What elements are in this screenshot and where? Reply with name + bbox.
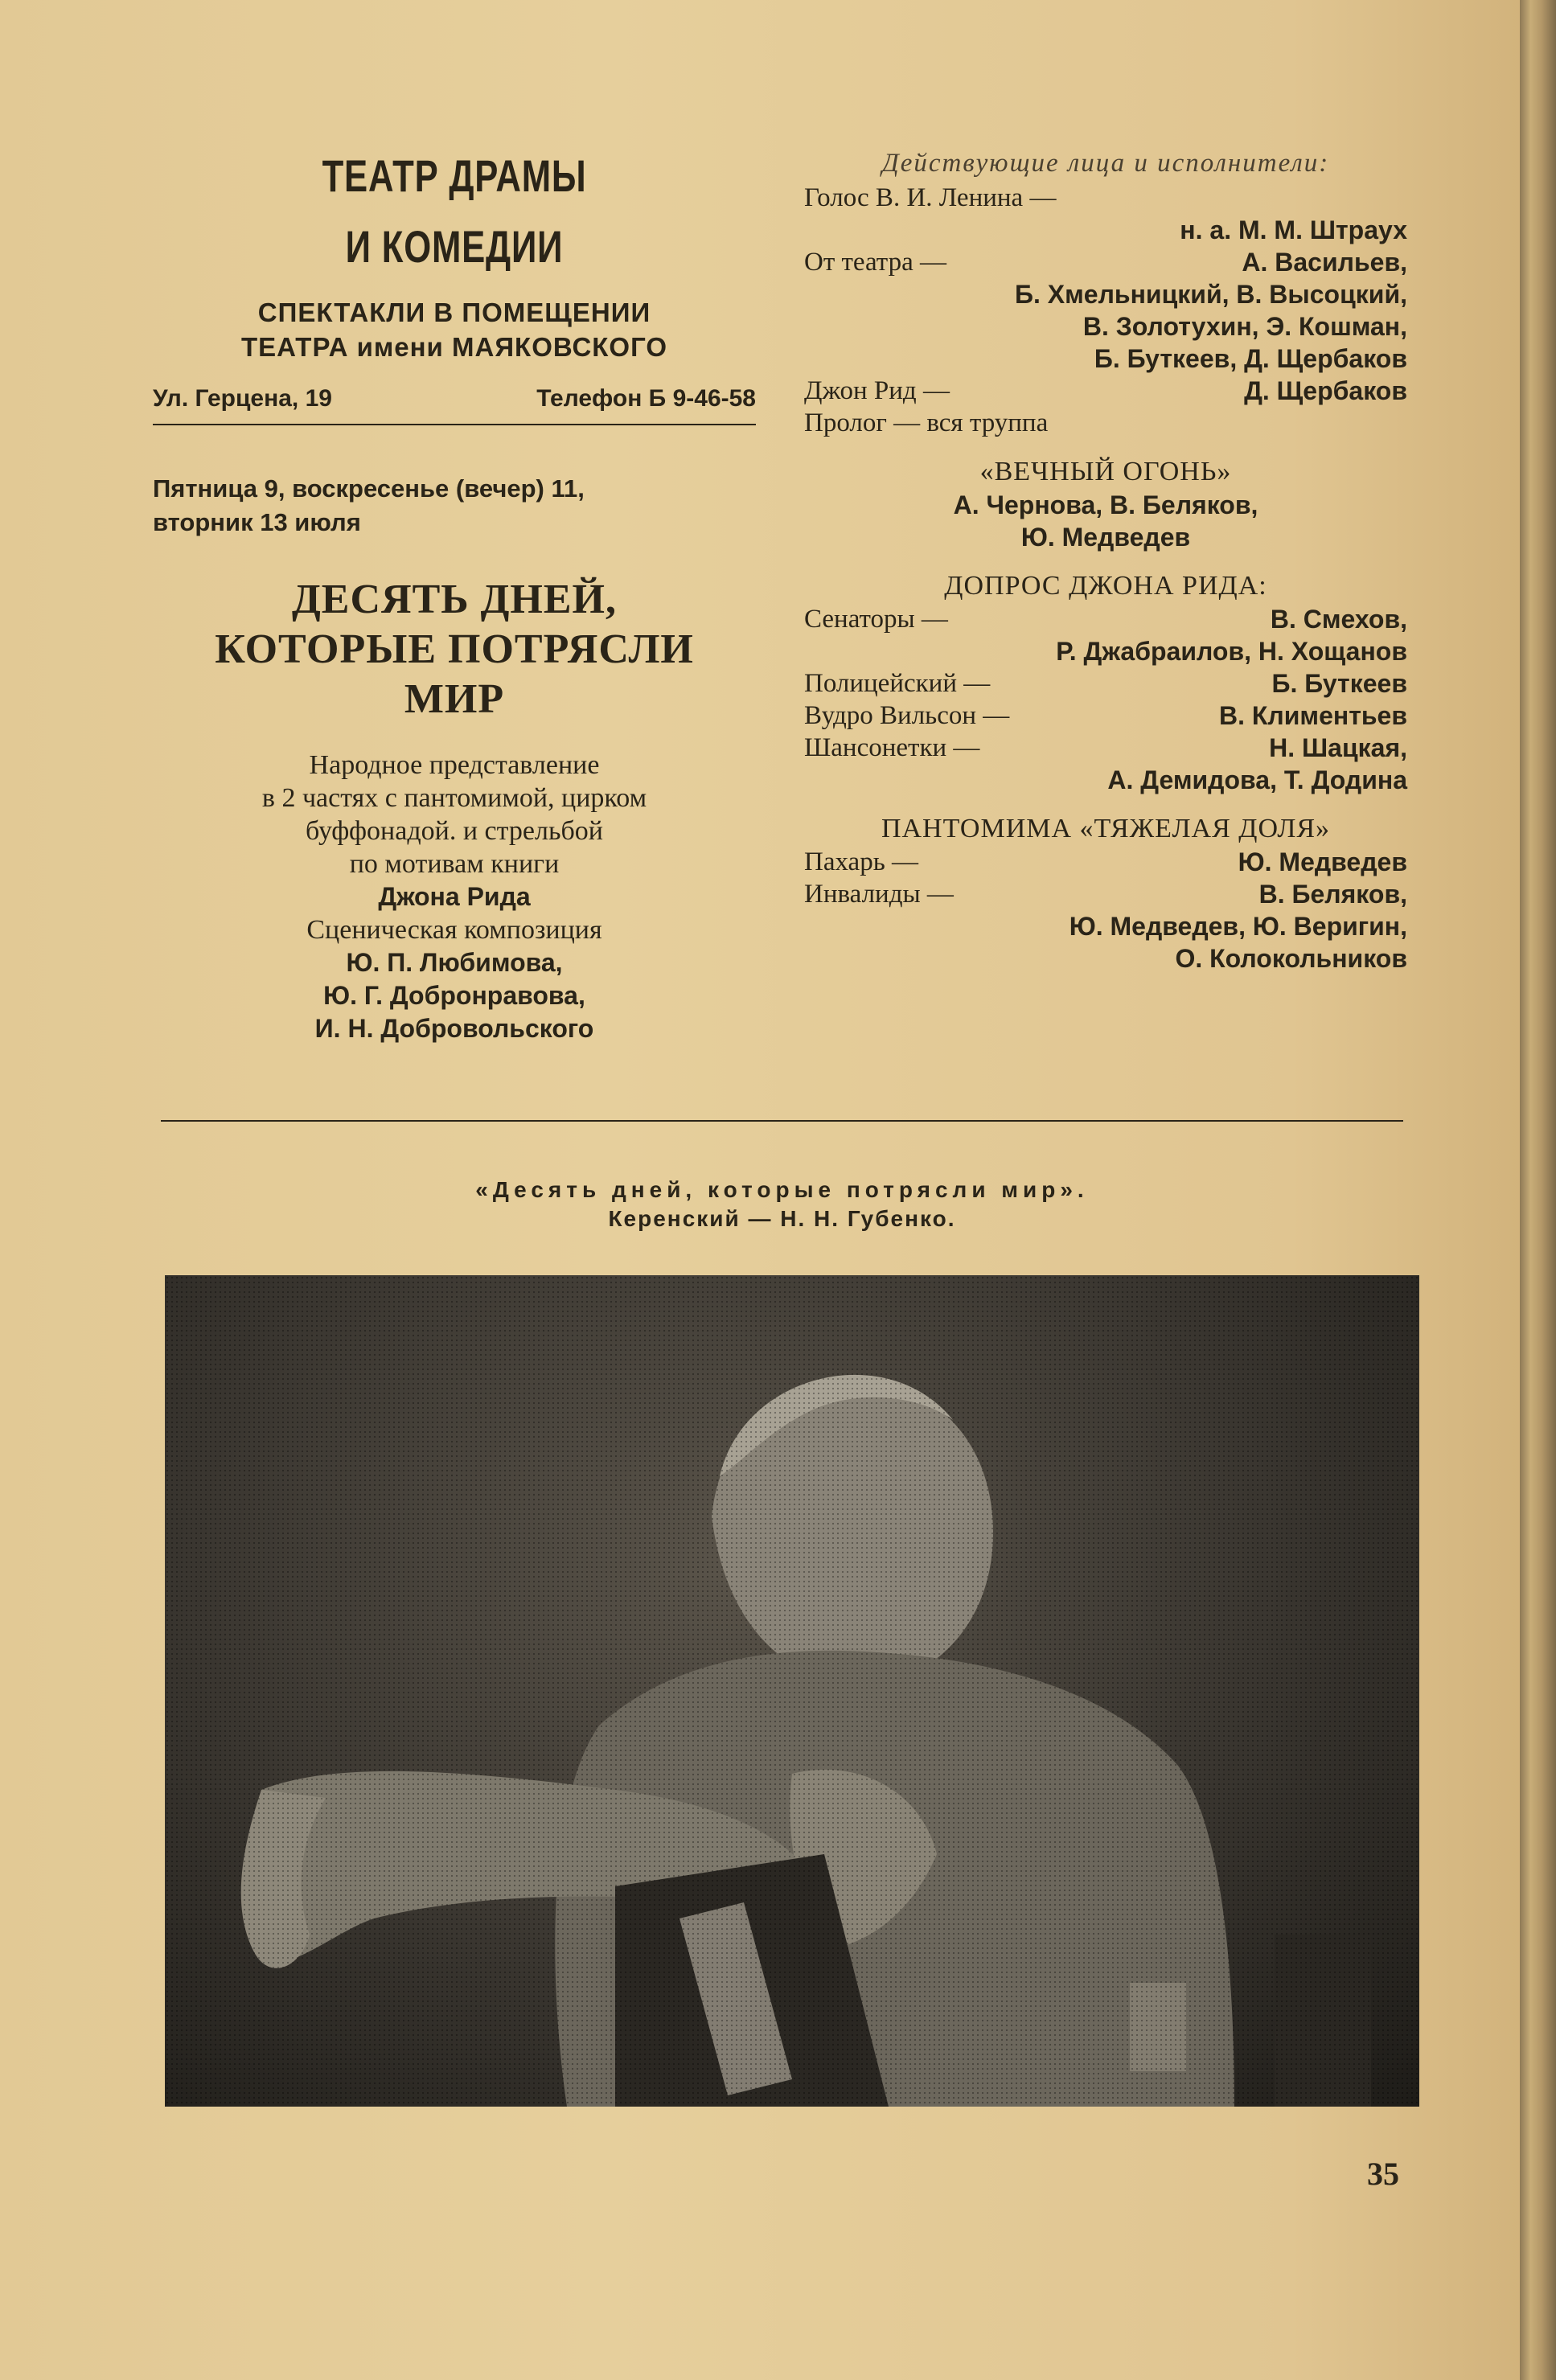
section1-line2: Ю. Медведев: [1020, 523, 1191, 552]
theatre-name-line2: И КОМЕДИИ: [345, 221, 564, 272]
actor-wilson: В. Климентьев: [1218, 701, 1407, 730]
chanson-line2: А. Демидова, Т. Додина: [1107, 765, 1407, 794]
theatre-name-line1: ТЕАТР ДРАМЫ: [322, 150, 587, 201]
dates-line1: Пятница 9, воскресенье (вечер) 11,: [153, 474, 585, 503]
play-title: [153, 575, 756, 724]
theatre-name: [220, 141, 690, 282]
theatre-line4: Б. Буткеев, Д. Щербаков: [1094, 344, 1407, 373]
cast-row-wilson: [804, 700, 1407, 732]
role-senators: Сенаторы —: [804, 605, 948, 634]
venue-line2: ТЕАТРА имени МАЯКОВСКОГО: [240, 332, 668, 362]
address-row: [153, 385, 756, 425]
section-pantomime: ПАНТОМИМА «ТЯЖЕЛАЯ ДОЛЯ»: [881, 814, 1331, 843]
dates-line2: вторник 13 июля: [153, 508, 361, 536]
desc-line4: по мотивам книги: [349, 849, 560, 879]
desc-line5: Джона Рида: [378, 882, 531, 911]
binding-edge: [1520, 0, 1556, 2380]
caption-line2: Керенский — Н. Н. Губенко.: [608, 1206, 956, 1231]
role-chanson: Шансонетки —: [804, 733, 980, 762]
actor-reed: Д. Щербаков: [1244, 376, 1407, 405]
desc-line8: Ю. Г. Добронравова,: [323, 981, 585, 1010]
cast-row-plowman: [804, 846, 1407, 878]
cast-row-lenin: [804, 182, 1407, 214]
play-title-line2: КОТОРЫЕ ПОТРЯСЛИ: [215, 626, 694, 672]
role-wilson: Вудро Вильсон —: [804, 701, 1010, 730]
desc-line1: Народное представление: [309, 750, 600, 780]
cast-row-prologue: [804, 407, 1407, 439]
cast-row-reed: [804, 375, 1407, 407]
actor-police: Б. Буткеев: [1271, 669, 1407, 698]
theatre-line3: В. Золотухин, Э. Кошман,: [1082, 312, 1407, 341]
performance-dates: [153, 472, 756, 540]
cast-column: [804, 149, 1407, 975]
desc-line9: И. Н. Добровольского: [314, 1014, 594, 1043]
play-title-line3: МИР: [404, 676, 505, 722]
play-title-line1: ДЕСЯТЬ ДНЕЙ,: [292, 577, 617, 622]
actor-invalids: В. Беляков,: [1258, 880, 1407, 909]
senators-line2: Р. Джабраилов, Н. Хощанов: [1056, 637, 1407, 666]
role-invalids: Инвалиды —: [804, 880, 954, 909]
actor-lenin: н. а. М. М. Штраух: [1180, 215, 1407, 244]
role-police: Полицейский —: [804, 669, 991, 698]
desc-line2: в 2 частях с пантомимой, цирком: [261, 783, 647, 813]
role-theatre: От театра —: [804, 248, 946, 277]
cast-heading: Действующие лица и исполнители:: [881, 149, 1330, 178]
cast-row-invalids: [804, 878, 1407, 910]
stage-photo: [165, 1275, 1419, 2107]
section-interrogation: ДОПРОС ДЖОНА РИДА:: [944, 571, 1267, 601]
actor-plowman: Ю. Медведев: [1238, 847, 1407, 876]
actor-theatre: А. Васильев,: [1242, 248, 1407, 277]
cast-row-police: [804, 667, 1407, 700]
photo-caption: [161, 1176, 1403, 1233]
desc-line6: Сценическая композиция: [306, 915, 602, 945]
caption-line1: «Десять дней, которые потрясли мир».: [475, 1177, 1089, 1202]
theatre-line2: Б. Хмельницкий, В. Высоцкий,: [1015, 280, 1407, 309]
role-plowman: Пахарь —: [804, 847, 918, 876]
venue-line1: СПЕКТАКЛИ В ПОМЕЩЕНИИ: [257, 298, 651, 327]
actor-chanson: Н. Шацкая,: [1269, 733, 1407, 762]
cast-row-chanson: [804, 732, 1407, 764]
role-reed: Джон Рид —: [804, 376, 950, 405]
phone: Телефон Б 9-46-58: [536, 385, 756, 412]
page-number: 35: [1367, 2156, 1399, 2192]
desc-line7: Ю. П. Любимова,: [346, 948, 563, 977]
cast-row-senators: [804, 603, 1407, 635]
invalids-line3: О. Колокольников: [1175, 944, 1407, 973]
desc-line3: буффонадой. и стрельбой: [306, 816, 603, 846]
address: Ул. Герцена, 19: [153, 385, 332, 412]
stage-photo-illustration: [165, 1275, 1419, 2107]
cast-row-theatre: [804, 246, 1407, 278]
section1-line1: А. Чернова, В. Беляков,: [953, 490, 1258, 519]
invalids-line2: Ю. Медведев, Ю. Веригин,: [1069, 912, 1407, 941]
play-description: [153, 749, 756, 1045]
section-eternal-flame: «ВЕЧНЫЙ ОГОНЬ»: [979, 457, 1232, 486]
actor-senators: В. Смехов,: [1270, 605, 1407, 634]
divider-rule: [161, 1120, 1403, 1122]
theatre-info-column: [153, 141, 756, 1045]
prologue: Пролог — вся труппа: [804, 408, 1049, 437]
role-lenin: Голос В. И. Ленина —: [804, 183, 1057, 212]
